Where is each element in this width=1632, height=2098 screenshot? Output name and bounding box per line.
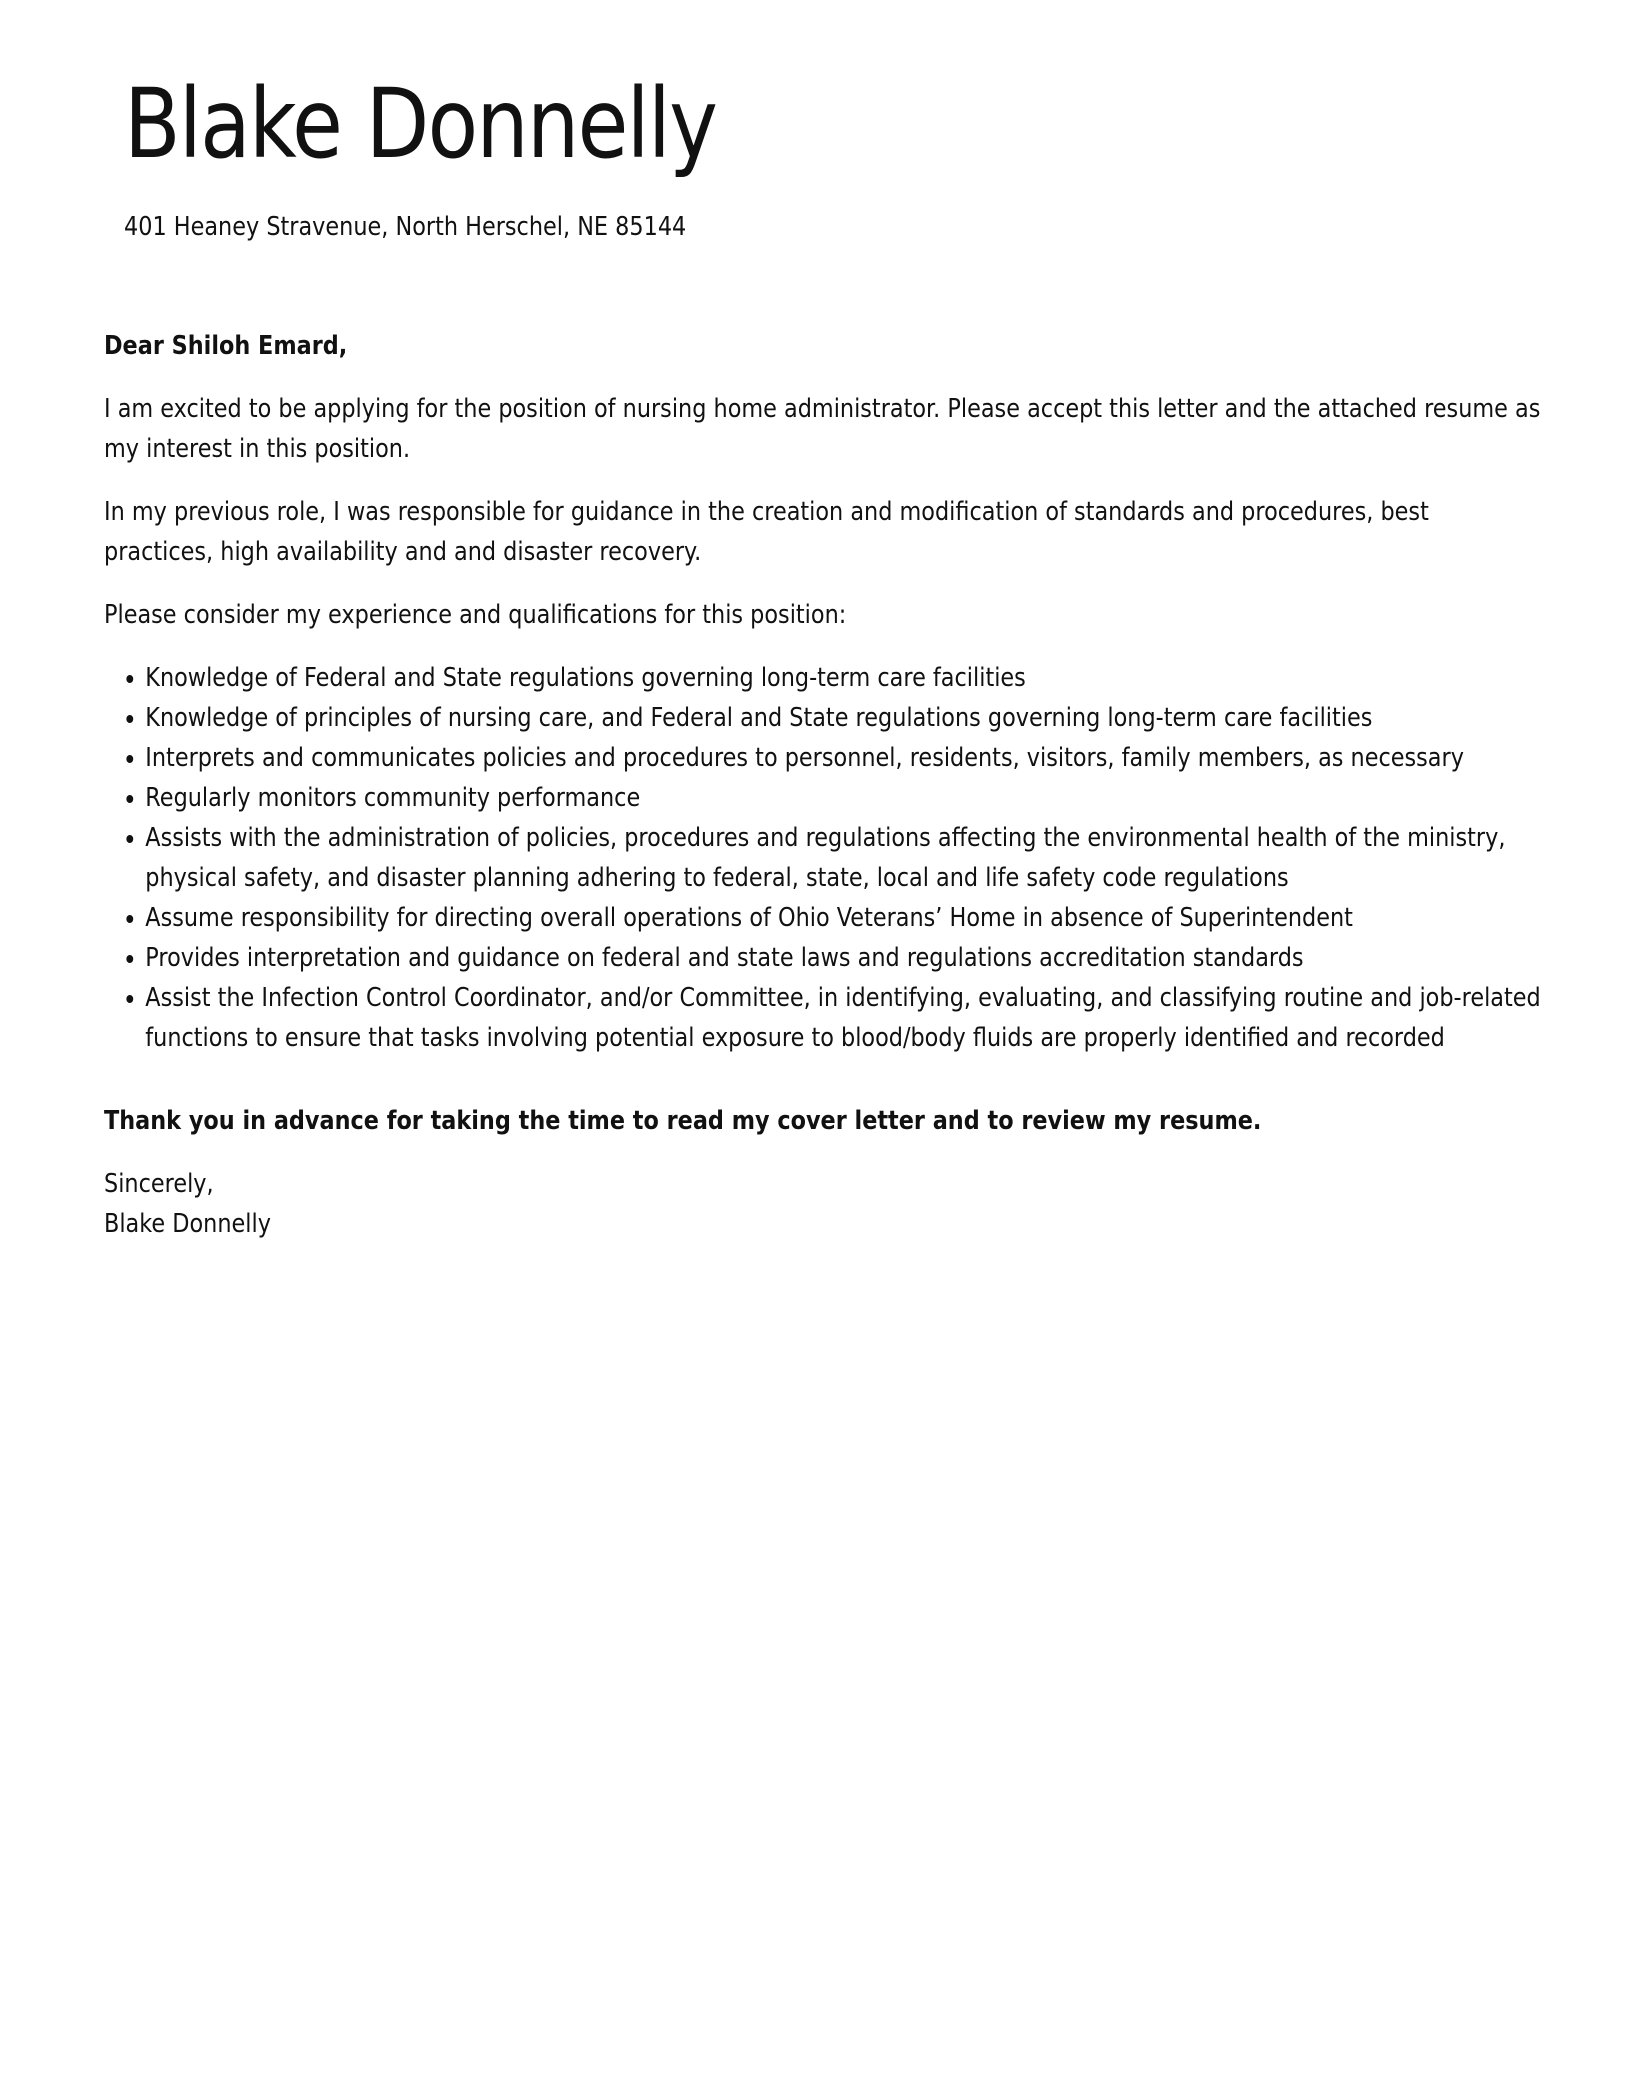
signoff-block [104,1164,1544,1244]
list-item: • Assists with the administration of policies, procedures and regulations affecting the environmental health of the ministry, physical safety, and disaster planning adhering to federal, state, local and life safety code regulations [145,818,1544,898]
salutation: Dear Shiloh Emard, [104,331,348,361]
applicant-address: 401 Heaney Stravenue, North Herschel, NE 85144 [124,211,687,242]
list-item: • Regularly monitors community performance [145,778,1544,818]
qualifications-intro: Please consider my experience and qualifications for this position: [104,600,847,630]
list-item: • Interprets and communicates policies and procedures to personnel, residents, visitors, family members, as necessary [145,738,1544,778]
signature: Blake Donnelly [104,1209,271,1239]
applicant-name: Blake Donnelly [124,68,717,180]
list-item: • Assist the Infection Control Coordinator, and/or Committee, in identifying, evaluating, and classifying routine and job-related functions to ensure that tasks involving potential exposure to blood/body fluids are properly identified and recorded [145,978,1544,1058]
experience-paragraph: In my previous role, I was responsible for guidance in the creation and modification of standards and procedures, best practices, high availability and and disaster recovery. [104,497,1429,567]
intro-paragraph: I am excited to be applying for the position of nursing home administrator. Please accept this letter and the attached resume as my interest in this position. [104,394,1541,464]
list-item: • Provides interpretation and guidance on federal and state laws and regulations accreditation standards [145,938,1544,978]
letter-body [104,326,1544,1244]
list-item: • Knowledge of Federal and State regulations governing long-term care facilities [145,658,1544,698]
closing-paragraph: Thank you in advance for taking the time to read my cover letter and to review my resume. [104,1106,1262,1136]
list-item: • Assume responsibility for directing overall operations of Ohio Veterans’ Home in absence of Superintendent [145,898,1544,938]
list-item: • Knowledge of principles of nursing care, and Federal and State regulations governing long-term care facilities [145,698,1544,738]
qualifications-list [104,658,1545,1058]
letter-header [124,68,813,242]
signoff: Sincerely, [104,1169,214,1199]
